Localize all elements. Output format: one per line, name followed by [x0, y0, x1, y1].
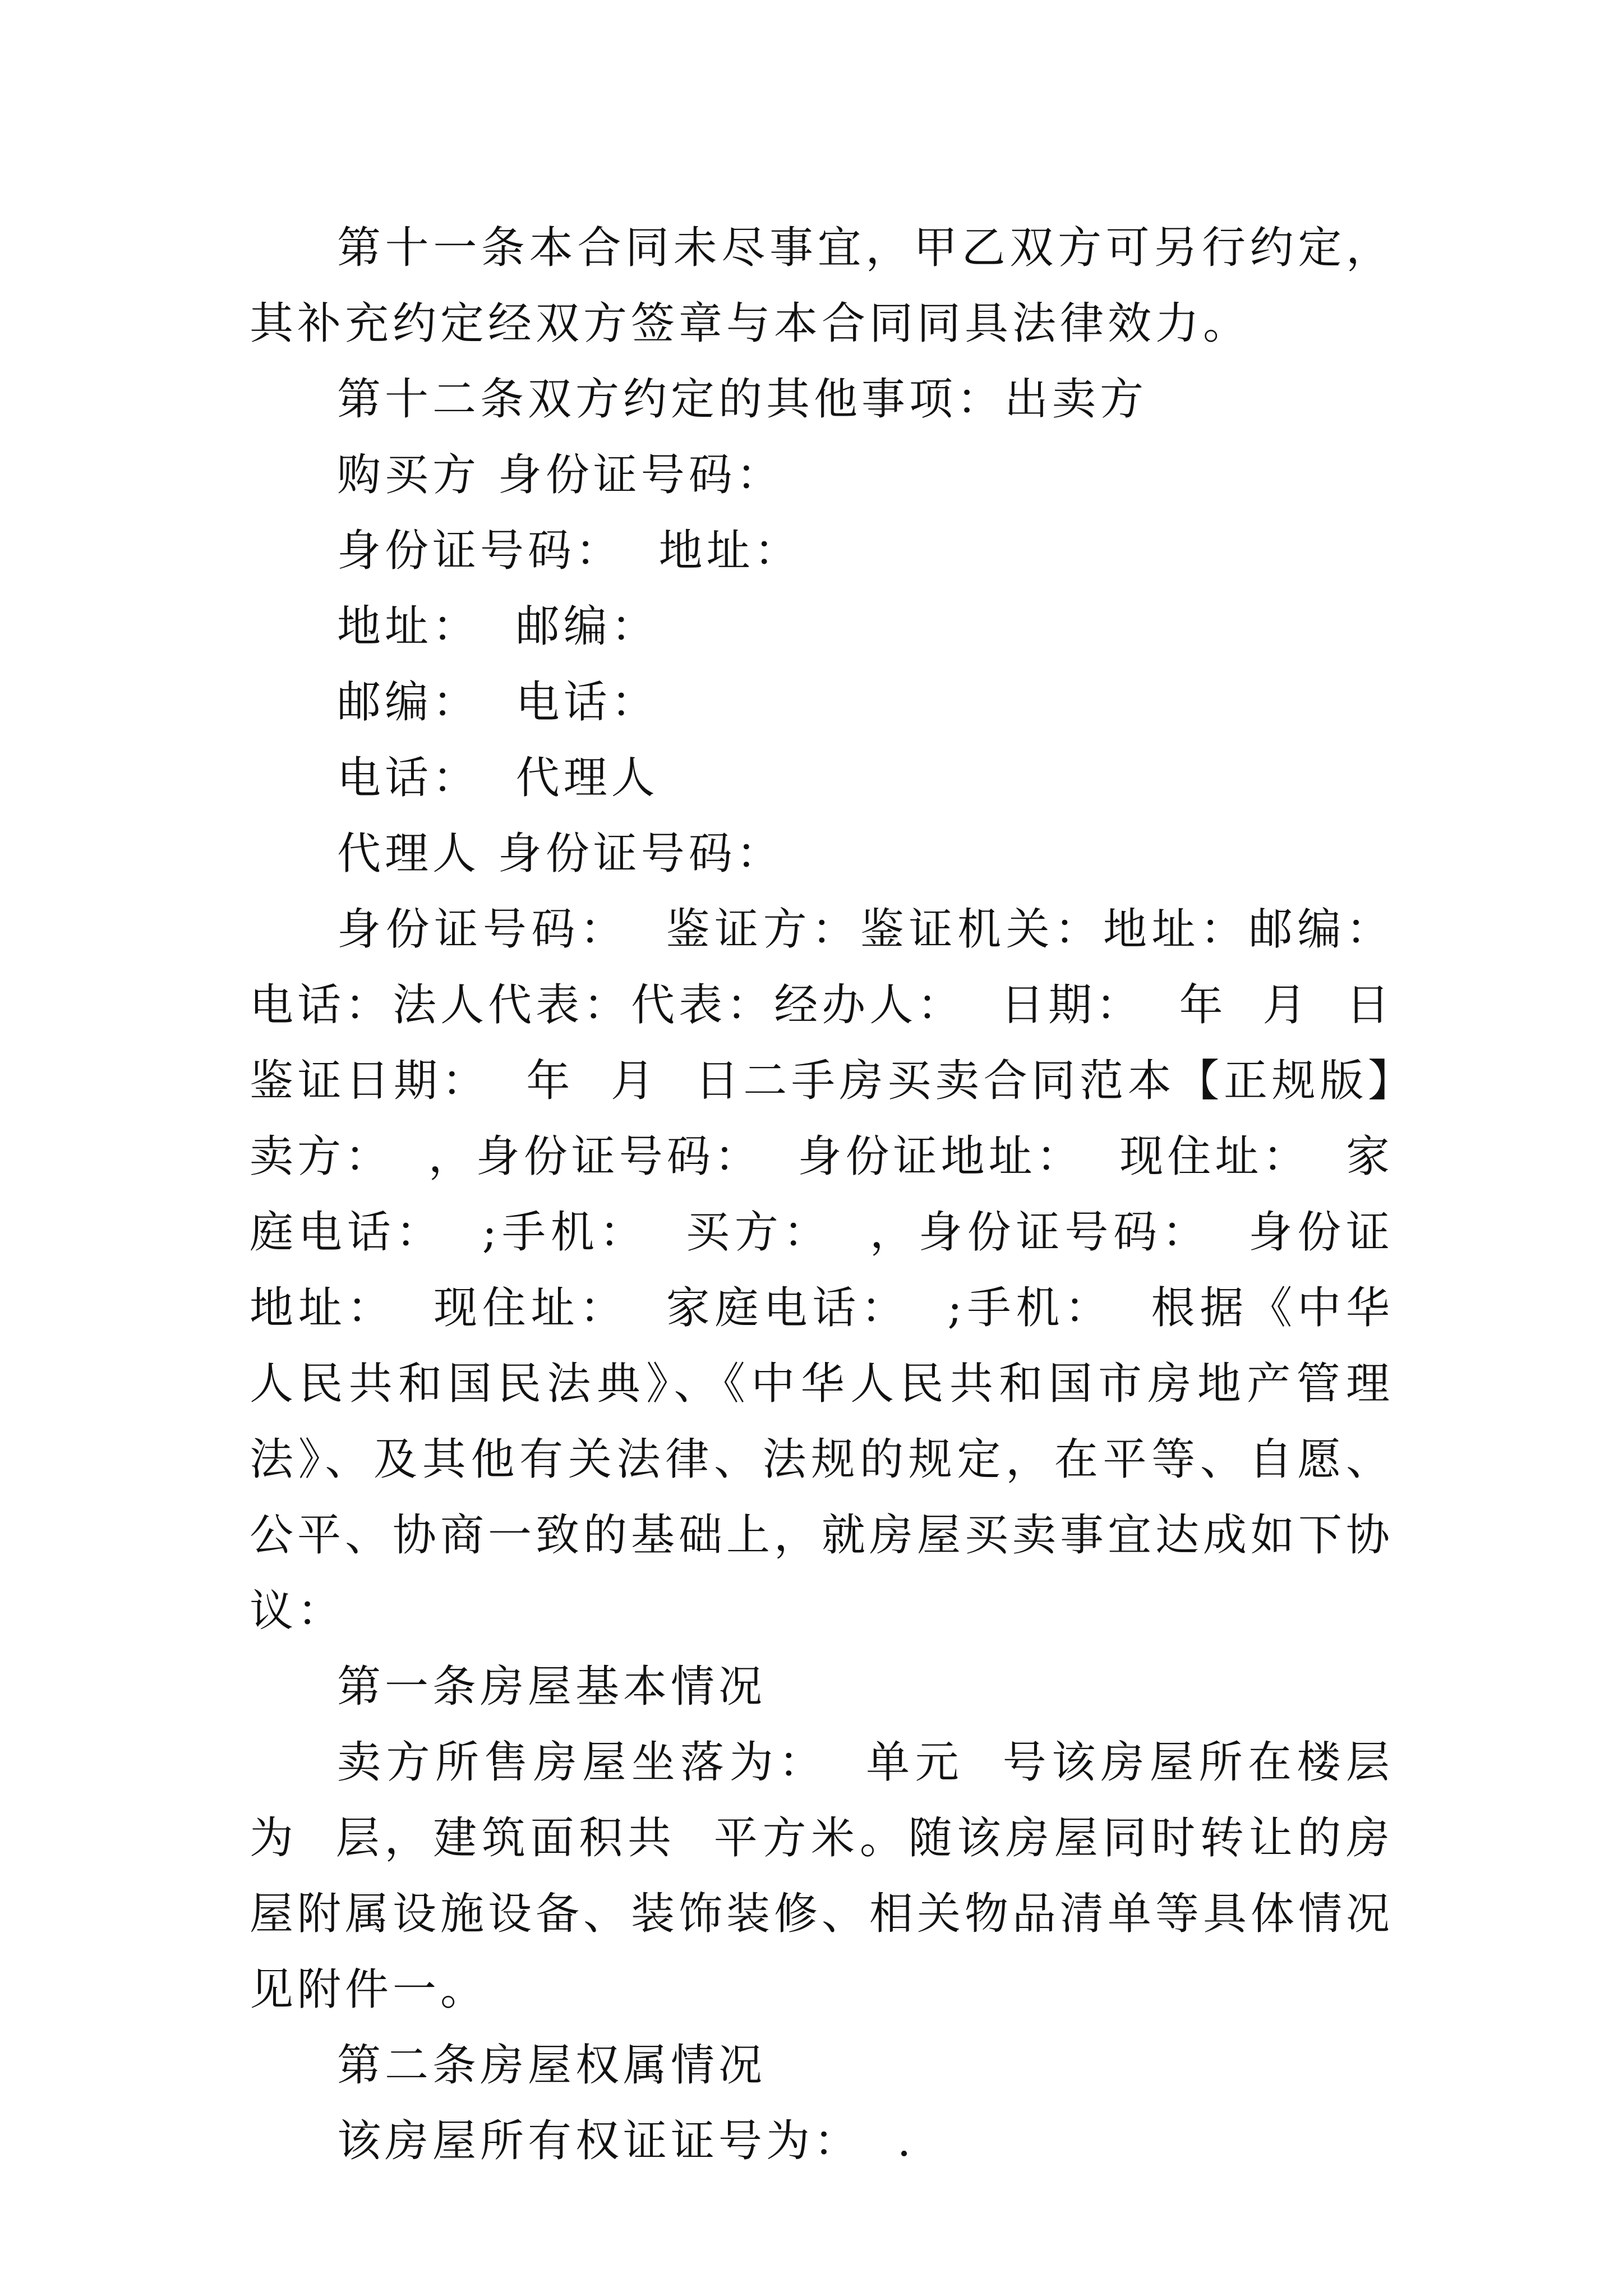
paragraph-article-2-body: 该房屋所有权证证号为： .: [337, 2116, 915, 2166]
paragraph-id-address: 身份证号码： 地址：: [337, 526, 802, 576]
paragraph-article-12: 第十二条双方约定的其他事项：出卖方: [337, 374, 1148, 425]
paragraph-agent-id: 代理人 身份证号码：: [337, 829, 784, 879]
paragraph-notary-and-contract-intro: 身份证号码： 鉴证方：鉴证机关：地址：邮编：电话：法人代表：代表：经办人： 日期： 年 月 日鉴证日期： 年 月 日二手房买卖合同范本【正规版】卖方： ，身份证号码： 身份证地址： 现住址： 家庭电话： ;手机： 买方： ，身份证号码： 身份证地址： 现住址： 家庭电话： ;手机： 根据《中华人民共和国民法典》、《中华人民共和国市房地产管理法》、及其他有关法律、法规的规定，在平等、自愿、公平、协商一致的基础上，就房屋买卖事宜达成如下协议：: [250, 904, 1394, 1636]
paragraph-article-2-heading: 第二条房屋权属情况: [337, 2040, 767, 2091]
paragraph-buyer-id: 购买方 身份证号码：: [337, 450, 784, 500]
paragraph-address-postcode: 地址： 邮编：: [337, 601, 659, 652]
paragraph-phone-agent: 电话： 代理人: [337, 753, 659, 803]
paragraph-postcode-phone: 邮编： 电话：: [337, 677, 659, 728]
contract-text: [250, 210, 1394, 2179]
paragraph-article-1-body: 卖方所售房屋坐落为： 单元 号该房屋所在楼层为 层，建筑面积共 平方米。随该房屋同时转让的房屋附属设施设备、装饰装修、相关物品清单等具体情况见附件一。: [250, 1737, 1394, 2015]
paragraph-article-11: 第十一条本合同未尽事宜，甲乙双方可另行约定，其补充约定经双方签章与本合同同具法律效力。: [250, 223, 1394, 349]
paragraph-article-1-heading: 第一条房屋基本情况: [337, 1662, 767, 1712]
